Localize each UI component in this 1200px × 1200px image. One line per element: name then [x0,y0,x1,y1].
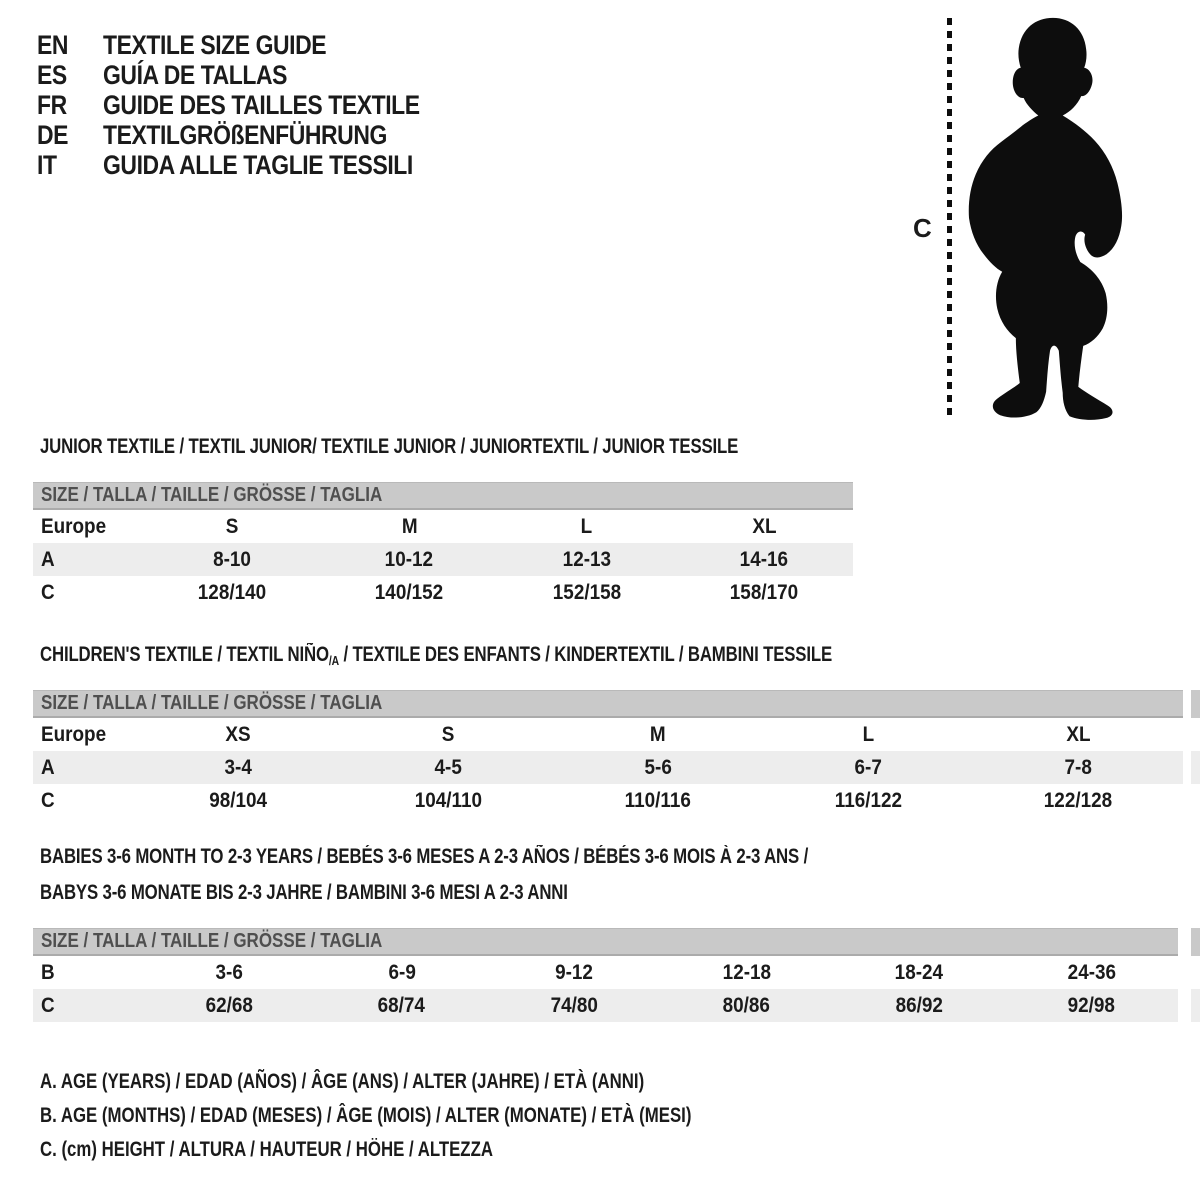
table-cell: 8-10 [212,547,251,571]
lang-row-en [37,30,476,60]
table-cell: L [862,722,874,746]
row-label: B [41,960,55,984]
lang-code: IT [37,149,57,180]
table-cell: 116/122 [834,788,902,812]
table-cell: 128/140 [197,580,266,604]
size-header-band: SIZE / TALLA / TAILLE / GRÖSSE / TAGLIA [33,690,1183,718]
table-cell: 24-36 [1067,960,1116,984]
table-cell: 5-6 [644,755,672,779]
row-label: C [41,580,55,604]
table-cell: 110/116 [624,788,692,812]
table-cell: 12-18 [722,960,771,984]
lang-row-de [37,120,476,150]
table-row [33,510,853,543]
lang-title: TEXTILGRÖßENFÜHRUNG [103,119,387,150]
table-edge-sliver [1191,989,1200,1022]
lang-code: ES [37,59,67,90]
toddler-silhouette-image [958,14,1144,424]
row-label: Europe [41,722,107,746]
table-row [33,718,1183,751]
table-cell: 6-9 [388,960,416,984]
lang-code: FR [37,89,67,120]
table-cell: 6-7 [854,755,882,779]
table-cell: 9-12 [555,960,594,984]
table-cell: 10-12 [385,547,434,571]
table-row [33,956,1178,989]
table-cell: S [441,722,455,746]
lang-code: EN [37,29,69,60]
row-label: Europe [41,514,107,538]
table-cell: 98/104 [209,788,267,812]
height-measure-dashed-line [947,18,952,416]
table-cell: 122/128 [1043,788,1113,812]
junior-section-title: JUNIOR TEXTILE / TEXTIL JUNIOR/ TEXTILE JUNIOR / JUNIORTEXTIL / JUNIOR TESSILE [40,435,739,458]
lang-row-it [37,150,476,180]
table-cell: 3-4 [224,755,252,779]
children-section-title: CHILDREN'S TEXTILE / TEXTIL $NIÑO_{/A}$ / TEXTILE DES ENFANTS / KINDERTEXTIL / BAMBINI TESSILE [40,643,833,668]
row-label: C [41,788,55,812]
table-row [33,576,853,609]
table-cell: 74/80 [550,993,598,1017]
table-row [33,543,853,576]
table-cell: S [225,514,239,538]
footnote-a: A. AGE (YEARS) / EDAD (AÑOS) / ÂGE (ANS) / ALTER (JAHRE) / ETÀ (ANNI) [40,1070,645,1093]
table-cell: 68/74 [378,993,426,1017]
table-edge-sliver [1191,690,1200,718]
table-row [33,989,1178,1022]
row-label: A [41,547,55,571]
height-measure-label: C [913,213,932,243]
lang-row-es [37,60,476,90]
junior-size-table [33,482,853,609]
size-header-band: SIZE / TALLA / TAILLE / GRÖSSE / TAGLIA [33,482,853,510]
title-subscript: /A [328,653,339,668]
lang-title: GUIDA ALLE TAGLIE TESSILI [103,149,413,180]
table-cell: 158/170 [730,580,799,604]
language-title-block [37,30,476,180]
row-label: A [41,755,55,779]
babies-section-title-line1: BABIES 3-6 MONTH TO 2-3 YEARS / BEBÉS 3-6 MESES A 2-3 AÑOS / BÉBÉS 3-6 MOIS À 2-3 ANS / [40,845,809,868]
row-label: C [41,993,55,1017]
table-cell: 92/98 [1068,993,1116,1017]
table-cell: M [401,514,418,538]
table-cell: M [650,722,666,746]
footnote-b: B. AGE (MONTHS) / EDAD (MESES) / ÂGE (MOIS) / ALTER (MONATE) / ETÀ (MESI) [40,1104,692,1127]
size-header-band: SIZE / TALLA / TAILLE / GRÖSSE / TAGLIA [33,928,1178,956]
table-cell: XS [225,722,251,746]
table-cell: 80/86 [723,993,771,1017]
babies-size-table [33,928,1178,1022]
table-cell: 4-5 [434,755,462,779]
table-cell: 12-13 [562,547,611,571]
table-cell: 104/110 [414,788,482,812]
footnote-c: C. (cm) HEIGHT / ALTURA / HAUTEUR / HÖHE / ALTEZZA [40,1138,493,1161]
table-cell: 62/68 [205,993,253,1017]
table-cell: L [580,514,593,538]
lang-row-fr [37,90,476,120]
table-edge-sliver [1191,928,1200,956]
table-cell: 140/152 [375,580,444,604]
table-cell: 86/92 [895,993,943,1017]
table-cell: 18-24 [895,960,944,984]
lang-title: GUIDE DES TAILLES TEXTILE [103,89,420,120]
lang-title: GUÍA DE TALLAS [103,59,288,90]
table-cell: XL [752,514,777,538]
table-cell: XL [1065,722,1091,746]
lang-title: TEXTILE SIZE GUIDE [103,29,327,60]
table-edge-sliver [1191,751,1200,784]
table-cell: 7-8 [1064,755,1092,779]
babies-section-title-line2: BABYS 3-6 MONATE BIS 2-3 JAHRE / BAMBINI 3-6 MESI A 2-3 ANNI [40,881,568,904]
table-cell: 14-16 [740,547,789,571]
lang-code: DE [37,119,69,150]
table-row [33,784,1183,817]
table-cell: 3-6 [215,960,243,984]
table-row [33,751,1183,784]
footnotes-block [40,1070,854,1172]
table-cell: 152/158 [552,580,621,604]
children-size-table [33,690,1183,817]
